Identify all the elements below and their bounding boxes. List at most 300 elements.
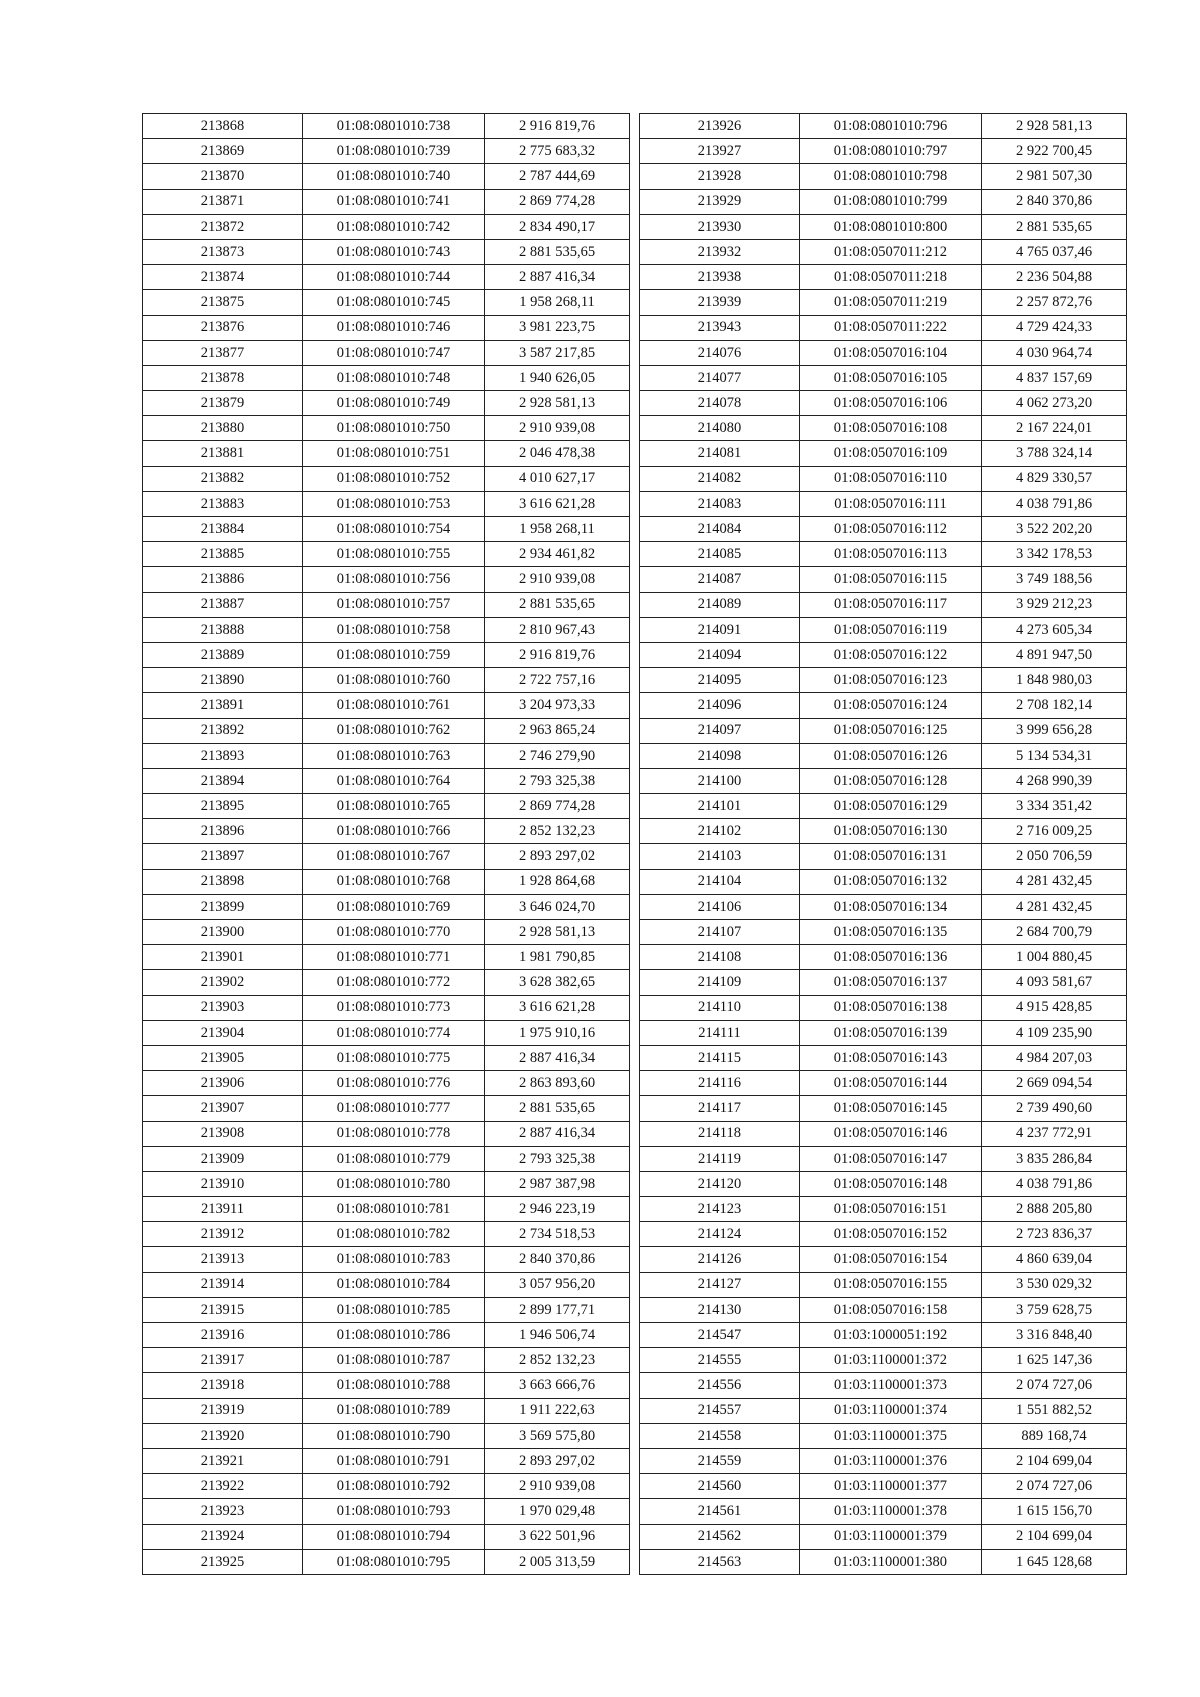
table-row (640, 315, 1127, 340)
record-number-cell: 213902 (143, 970, 303, 995)
cadastral-number-cell: 01:03:1100001:380 (800, 1549, 982, 1574)
value-cell: 3 342 178,53 (982, 542, 1127, 567)
table-row (143, 1071, 630, 1096)
table-row (640, 1348, 1127, 1373)
value-cell: 1 615 156,70 (982, 1499, 1127, 1524)
cadastral-number-cell: 01:08:0801010:775 (303, 1045, 485, 1070)
record-number-cell: 213898 (143, 869, 303, 894)
record-number-cell: 213872 (143, 214, 303, 239)
value-cell: 2 236 504,88 (982, 265, 1127, 290)
table-row (640, 114, 1127, 139)
value-cell: 3 522 202,20 (982, 517, 1127, 542)
cadastral-number-cell: 01:08:0507016:145 (800, 1096, 982, 1121)
cadastral-number-cell: 01:08:0507011:218 (800, 265, 982, 290)
cadastral-number-cell: 01:03:1100001:376 (800, 1448, 982, 1473)
cadastral-number-cell: 01:08:0507016:111 (800, 491, 982, 516)
cadastral-number-cell: 01:08:0507016:126 (800, 743, 982, 768)
record-number-cell: 213881 (143, 441, 303, 466)
value-cell: 2 793 325,38 (485, 768, 630, 793)
record-number-cell: 214558 (640, 1423, 800, 1448)
table-row (143, 995, 630, 1020)
cadastral-number-cell: 01:08:0801010:784 (303, 1272, 485, 1297)
value-cell: 2 928 581,13 (485, 920, 630, 945)
value-cell: 2 787 444,69 (485, 164, 630, 189)
cadastral-number-cell: 01:03:1100001:375 (800, 1423, 982, 1448)
value-cell: 4 273 605,34 (982, 617, 1127, 642)
table-row (640, 1146, 1127, 1171)
cadastral-number-cell: 01:08:0507016:136 (800, 945, 982, 970)
value-cell: 2 852 132,23 (485, 819, 630, 844)
cadastral-number-cell: 01:08:0801010:770 (303, 920, 485, 945)
table-row (143, 365, 630, 390)
cadastral-number-cell: 01:08:0801010:740 (303, 164, 485, 189)
value-cell: 2 775 683,32 (485, 139, 630, 164)
cadastral-number-cell: 01:08:0801010:764 (303, 768, 485, 793)
cadastral-number-cell: 01:08:0507016:115 (800, 567, 982, 592)
table-row (640, 1423, 1127, 1448)
cadastral-number-cell: 01:08:0507016:131 (800, 844, 982, 869)
value-cell: 2 910 939,08 (485, 416, 630, 441)
record-number-cell: 213894 (143, 768, 303, 793)
record-number-cell: 213915 (143, 1297, 303, 1322)
record-number-cell: 214097 (640, 718, 800, 743)
table-row (640, 668, 1127, 693)
table-row (143, 642, 630, 667)
cadastral-number-cell: 01:08:0507016:137 (800, 970, 982, 995)
value-cell: 2 074 727,06 (982, 1474, 1127, 1499)
value-cell: 4 038 791,86 (982, 1171, 1127, 1196)
cadastral-number-cell: 01:08:0507016:130 (800, 819, 982, 844)
table-row (143, 491, 630, 516)
cadastral-number-cell: 01:08:0801010:738 (303, 114, 485, 139)
value-cell: 2 739 490,60 (982, 1096, 1127, 1121)
table-row (640, 1197, 1127, 1222)
value-cell: 4 237 772,91 (982, 1121, 1127, 1146)
cadastral-number-cell: 01:08:0507016:152 (800, 1222, 982, 1247)
table-row (143, 1045, 630, 1070)
value-cell: 3 316 848,40 (982, 1323, 1127, 1348)
record-number-cell: 213873 (143, 239, 303, 264)
cadastral-number-cell: 01:08:0801010:797 (800, 139, 982, 164)
record-number-cell: 214130 (640, 1297, 800, 1322)
cadastral-number-cell: 01:08:0801010:767 (303, 844, 485, 869)
cadastral-number-cell: 01:08:0801010:750 (303, 416, 485, 441)
value-cell: 4 109 235,90 (982, 1020, 1127, 1045)
record-number-cell: 213939 (640, 290, 800, 315)
record-number-cell: 214561 (640, 1499, 800, 1524)
table-row (640, 819, 1127, 844)
record-number-cell: 213925 (143, 1549, 303, 1574)
record-number-cell: 214111 (640, 1020, 800, 1045)
table-row (640, 794, 1127, 819)
record-number-cell: 214115 (640, 1045, 800, 1070)
record-number-cell: 214562 (640, 1524, 800, 1549)
record-number-cell: 213875 (143, 290, 303, 315)
record-number-cell: 214117 (640, 1096, 800, 1121)
cadastral-number-cell: 01:08:0507016:125 (800, 718, 982, 743)
table-row (143, 214, 630, 239)
record-number-cell: 214076 (640, 340, 800, 365)
record-number-cell: 214078 (640, 391, 800, 416)
value-cell: 2 963 865,24 (485, 718, 630, 743)
value-cell: 2 722 757,16 (485, 668, 630, 693)
value-cell: 3 587 217,85 (485, 340, 630, 365)
cadastral-number-cell: 01:08:0801010:798 (800, 164, 982, 189)
record-number-cell: 213930 (640, 214, 800, 239)
value-cell: 1 946 506,74 (485, 1323, 630, 1348)
record-number-cell: 213870 (143, 164, 303, 189)
record-number-cell: 213928 (640, 164, 800, 189)
table-row (143, 617, 630, 642)
record-number-cell: 213871 (143, 189, 303, 214)
cadastral-number-cell: 01:08:0801010:751 (303, 441, 485, 466)
cadastral-number-cell: 01:03:1100001:372 (800, 1348, 982, 1373)
table-row (640, 391, 1127, 416)
value-cell: 2 723 836,37 (982, 1222, 1127, 1247)
table-row (640, 995, 1127, 1020)
value-cell: 2 869 774,28 (485, 794, 630, 819)
value-cell: 2 946 223,19 (485, 1197, 630, 1222)
value-cell: 3 788 324,14 (982, 441, 1127, 466)
cadastral-number-cell: 01:03:1100001:373 (800, 1373, 982, 1398)
record-number-cell: 214123 (640, 1197, 800, 1222)
value-cell: 4 062 273,20 (982, 391, 1127, 416)
record-number-cell: 213926 (640, 114, 800, 139)
value-cell: 1 848 980,03 (982, 668, 1127, 693)
value-cell: 2 840 370,86 (982, 189, 1127, 214)
value-cell: 2 684 700,79 (982, 920, 1127, 945)
cadastral-number-cell: 01:08:0801010:742 (303, 214, 485, 239)
cadastral-number-cell: 01:08:0801010:739 (303, 139, 485, 164)
cadastral-number-cell: 01:08:0801010:769 (303, 894, 485, 919)
value-cell: 1 970 029,48 (485, 1499, 630, 1524)
value-cell: 2 834 490,17 (485, 214, 630, 239)
cadastral-number-cell: 01:08:0801010:761 (303, 693, 485, 718)
table-row (143, 1247, 630, 1272)
table-row (143, 1448, 630, 1473)
value-cell: 2 893 297,02 (485, 844, 630, 869)
table-row (640, 1247, 1127, 1272)
table-row (640, 1071, 1127, 1096)
record-number-cell: 213923 (143, 1499, 303, 1524)
table-row (640, 491, 1127, 516)
cadastral-number-cell: 01:08:0801010:794 (303, 1524, 485, 1549)
table-row (640, 1020, 1127, 1045)
value-cell: 1 645 128,68 (982, 1549, 1127, 1574)
cadastral-number-cell: 01:08:0801010:789 (303, 1398, 485, 1423)
value-cell: 2 888 205,80 (982, 1197, 1127, 1222)
value-cell: 2 899 177,71 (485, 1297, 630, 1322)
record-number-cell: 214083 (640, 491, 800, 516)
table-row (143, 416, 630, 441)
record-number-cell: 213896 (143, 819, 303, 844)
cadastral-number-cell: 01:08:0801010:747 (303, 340, 485, 365)
record-number-cell: 213910 (143, 1171, 303, 1196)
record-number-cell: 213911 (143, 1197, 303, 1222)
cadastral-number-cell: 01:08:0801010:754 (303, 517, 485, 542)
table-row (143, 945, 630, 970)
table-row (640, 617, 1127, 642)
table-row (640, 920, 1127, 945)
record-number-cell: 214106 (640, 894, 800, 919)
value-cell: 4 729 424,33 (982, 315, 1127, 340)
cadastral-number-cell: 01:08:0801010:757 (303, 592, 485, 617)
table-row (143, 1222, 630, 1247)
cadastral-number-cell: 01:08:0801010:782 (303, 1222, 485, 1247)
cadastral-number-cell: 01:08:0507016:105 (800, 365, 982, 390)
cadastral-number-cell: 01:08:0801010:793 (303, 1499, 485, 1524)
table-row (143, 567, 630, 592)
record-number-cell: 213907 (143, 1096, 303, 1121)
table-row (640, 844, 1127, 869)
cadastral-number-cell: 01:08:0507016:147 (800, 1146, 982, 1171)
cadastral-number-cell: 01:08:0801010:752 (303, 466, 485, 491)
table-row (143, 441, 630, 466)
table-row (640, 768, 1127, 793)
cadastral-number-cell: 01:08:0801010:790 (303, 1423, 485, 1448)
table-row (640, 340, 1127, 365)
cadastral-number-cell: 01:08:0507016:109 (800, 441, 982, 466)
record-number-cell: 213921 (143, 1448, 303, 1473)
table-row (640, 1499, 1127, 1524)
record-number-cell: 213908 (143, 1121, 303, 1146)
record-number-cell: 213891 (143, 693, 303, 718)
record-number-cell: 213906 (143, 1071, 303, 1096)
table-row (640, 743, 1127, 768)
table-row (143, 1398, 630, 1423)
record-number-cell: 214081 (640, 441, 800, 466)
record-number-cell: 213897 (143, 844, 303, 869)
value-cell: 2 840 370,86 (485, 1247, 630, 1272)
table-row (640, 517, 1127, 542)
table-row (640, 1323, 1127, 1348)
table-row (143, 1297, 630, 1322)
value-cell: 2 104 699,04 (982, 1448, 1127, 1473)
cadastral-number-cell: 01:08:0801010:787 (303, 1348, 485, 1373)
table-row (640, 164, 1127, 189)
table-row (640, 869, 1127, 894)
record-number-cell: 214103 (640, 844, 800, 869)
value-cell: 2 046 478,38 (485, 441, 630, 466)
value-cell: 2 928 581,13 (485, 391, 630, 416)
record-number-cell: 213892 (143, 718, 303, 743)
value-cell: 2 005 313,59 (485, 1549, 630, 1574)
value-cell: 3 759 628,75 (982, 1297, 1127, 1322)
cadastral-number-cell: 01:03:1000051:192 (800, 1323, 982, 1348)
value-cell: 3 663 666,76 (485, 1373, 630, 1398)
cadastral-number-cell: 01:08:0801010:771 (303, 945, 485, 970)
value-cell: 2 716 009,25 (982, 819, 1127, 844)
record-number-cell: 214082 (640, 466, 800, 491)
cadastral-number-cell: 01:08:0507016:129 (800, 794, 982, 819)
value-cell: 2 910 939,08 (485, 567, 630, 592)
table-row (640, 1171, 1127, 1196)
record-number-cell: 214087 (640, 567, 800, 592)
table-row (640, 214, 1127, 239)
table-row (143, 768, 630, 793)
right-table (639, 113, 1127, 1575)
value-cell: 1 625 147,36 (982, 1348, 1127, 1373)
cadastral-number-cell: 01:08:0507016:148 (800, 1171, 982, 1196)
cadastral-number-cell: 01:08:0801010:773 (303, 995, 485, 1020)
table-row (143, 1323, 630, 1348)
record-number-cell: 214100 (640, 768, 800, 793)
cadastral-number-cell: 01:08:0801010:800 (800, 214, 982, 239)
value-cell: 2 869 774,28 (485, 189, 630, 214)
table-row (640, 1297, 1127, 1322)
table-row (640, 1398, 1127, 1423)
record-number-cell: 214120 (640, 1171, 800, 1196)
table-row (640, 592, 1127, 617)
record-number-cell: 213914 (143, 1272, 303, 1297)
value-cell: 3 628 382,65 (485, 970, 630, 995)
table-row (143, 1020, 630, 1045)
record-number-cell: 213904 (143, 1020, 303, 1045)
value-cell: 4 010 627,17 (485, 466, 630, 491)
value-cell: 2 167 224,01 (982, 416, 1127, 441)
table-row (143, 1197, 630, 1222)
table-row (143, 139, 630, 164)
value-cell: 1 911 222,63 (485, 1398, 630, 1423)
cadastral-number-cell: 01:08:0507016:135 (800, 920, 982, 945)
record-number-cell: 214126 (640, 1247, 800, 1272)
record-number-cell: 214091 (640, 617, 800, 642)
value-cell: 2 881 535,65 (485, 239, 630, 264)
cadastral-number-cell: 01:08:0507016:134 (800, 894, 982, 919)
record-number-cell: 214563 (640, 1549, 800, 1574)
table-row (640, 1096, 1127, 1121)
value-cell: 4 093 581,67 (982, 970, 1127, 995)
value-cell: 2 887 416,34 (485, 1045, 630, 1070)
cadastral-number-cell: 01:08:0801010:741 (303, 189, 485, 214)
cadastral-number-cell: 01:08:0507016:123 (800, 668, 982, 693)
table-row (143, 1499, 630, 1524)
cadastral-number-cell: 01:08:0801010:781 (303, 1197, 485, 1222)
value-cell: 3 204 973,33 (485, 693, 630, 718)
record-number-cell: 214102 (640, 819, 800, 844)
table-row (640, 1222, 1127, 1247)
cadastral-number-cell: 01:08:0507016:138 (800, 995, 982, 1020)
record-number-cell: 214077 (640, 365, 800, 390)
table-row (143, 340, 630, 365)
record-number-cell: 214096 (640, 693, 800, 718)
record-number-cell: 213887 (143, 592, 303, 617)
value-cell: 2 734 518,53 (485, 1222, 630, 1247)
record-number-cell: 213909 (143, 1146, 303, 1171)
table-row (640, 542, 1127, 567)
table-row (640, 139, 1127, 164)
record-number-cell: 214109 (640, 970, 800, 995)
table-row (640, 1474, 1127, 1499)
table-row (143, 1171, 630, 1196)
record-number-cell: 213913 (143, 1247, 303, 1272)
table-row (143, 693, 630, 718)
cadastral-number-cell: 01:08:0801010:783 (303, 1247, 485, 1272)
record-number-cell: 214085 (640, 542, 800, 567)
value-cell: 2 708 182,14 (982, 693, 1127, 718)
cadastral-number-cell: 01:08:0507016:104 (800, 340, 982, 365)
value-cell: 3 616 621,28 (485, 491, 630, 516)
record-number-cell: 213899 (143, 894, 303, 919)
table-row (640, 567, 1127, 592)
table-row (143, 844, 630, 869)
value-cell: 1 958 268,11 (485, 517, 630, 542)
record-number-cell: 213895 (143, 794, 303, 819)
cadastral-number-cell: 01:08:0507016:139 (800, 1020, 982, 1045)
value-cell: 3 835 286,84 (982, 1146, 1127, 1171)
record-number-cell: 213889 (143, 642, 303, 667)
cadastral-number-cell: 01:08:0801010:755 (303, 542, 485, 567)
record-number-cell: 214098 (640, 743, 800, 768)
record-number-cell: 213918 (143, 1373, 303, 1398)
cadastral-number-cell: 01:08:0801010:796 (800, 114, 982, 139)
record-number-cell: 214556 (640, 1373, 800, 1398)
value-cell: 2 881 535,65 (485, 592, 630, 617)
record-number-cell: 214557 (640, 1398, 800, 1423)
cadastral-number-cell: 01:08:0507016:117 (800, 592, 982, 617)
value-cell: 4 030 964,74 (982, 340, 1127, 365)
record-number-cell: 213888 (143, 617, 303, 642)
cadastral-number-cell: 01:08:0801010:745 (303, 290, 485, 315)
cadastral-number-cell: 01:08:0507011:212 (800, 239, 982, 264)
table-row (143, 920, 630, 945)
value-cell: 2 981 507,30 (982, 164, 1127, 189)
value-cell: 1 940 626,05 (485, 365, 630, 390)
value-cell: 3 749 188,56 (982, 567, 1127, 592)
value-cell: 3 057 956,20 (485, 1272, 630, 1297)
value-cell: 4 765 037,46 (982, 239, 1127, 264)
record-number-cell: 213932 (640, 239, 800, 264)
cadastral-number-cell: 01:08:0801010:760 (303, 668, 485, 693)
record-number-cell: 213886 (143, 567, 303, 592)
cadastral-number-cell: 01:08:0507016:132 (800, 869, 982, 894)
cadastral-number-cell: 01:08:0801010:746 (303, 315, 485, 340)
record-number-cell: 213890 (143, 668, 303, 693)
record-number-cell: 213883 (143, 491, 303, 516)
cadastral-number-cell: 01:08:0507016:143 (800, 1045, 982, 1070)
record-number-cell: 213880 (143, 416, 303, 441)
cadastral-number-cell: 01:08:0801010:772 (303, 970, 485, 995)
cadastral-number-cell: 01:08:0507016:122 (800, 642, 982, 667)
value-cell: 4 915 428,85 (982, 995, 1127, 1020)
value-cell: 2 746 279,90 (485, 743, 630, 768)
value-cell: 2 916 819,76 (485, 642, 630, 667)
table-row (143, 819, 630, 844)
record-number-cell: 213884 (143, 517, 303, 542)
value-cell: 2 104 699,04 (982, 1524, 1127, 1549)
record-number-cell: 214089 (640, 592, 800, 617)
cadastral-number-cell: 01:08:0801010:779 (303, 1146, 485, 1171)
value-cell: 2 863 893,60 (485, 1071, 630, 1096)
table-row (640, 239, 1127, 264)
value-cell: 2 074 727,06 (982, 1373, 1127, 1398)
cadastral-number-cell: 01:08:0507016:151 (800, 1197, 982, 1222)
value-cell: 4 038 791,86 (982, 491, 1127, 516)
record-number-cell: 214116 (640, 1071, 800, 1096)
value-cell: 4 281 432,45 (982, 894, 1127, 919)
record-number-cell: 213901 (143, 945, 303, 970)
record-number-cell: 213882 (143, 466, 303, 491)
record-number-cell: 213938 (640, 265, 800, 290)
cadastral-number-cell: 01:08:0507016:113 (800, 542, 982, 567)
value-cell: 4 268 990,39 (982, 768, 1127, 793)
table-row (143, 189, 630, 214)
table-row (143, 794, 630, 819)
value-cell: 2 987 387,98 (485, 1171, 630, 1196)
record-number-cell: 214084 (640, 517, 800, 542)
cadastral-number-cell: 01:08:0801010:748 (303, 365, 485, 390)
table-row (143, 391, 630, 416)
